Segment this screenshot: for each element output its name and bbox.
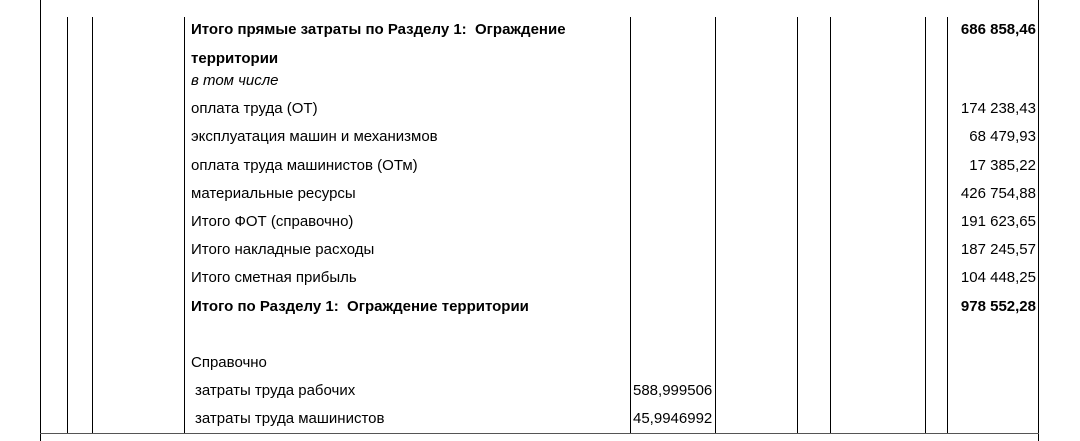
row-label: эксплуатация машин и механизмов: [191, 128, 438, 145]
row-total-value: 686 858,46: [960, 21, 1036, 38]
row-reference-header: [185, 349, 1039, 377]
row-total-value: 191 623,65: [960, 213, 1036, 230]
row-label: Итого ФОТ (справочно): [191, 213, 354, 230]
row-total-value: 187 245,57: [960, 241, 1036, 258]
row-total-value: 17 385,22: [969, 157, 1036, 174]
row-label: Итого сметная прибыль: [191, 269, 357, 286]
column-rule-outer-left: [40, 0, 41, 441]
row-machinists-labor-hours: [185, 405, 1039, 433]
row-total-value: 978 552,28: [960, 298, 1036, 315]
row-empty: [185, 321, 1039, 349]
row-material-resources: [185, 180, 1039, 208]
row-label: оплата труда машинистов (ОТм): [191, 157, 418, 174]
column-rule-3: [92, 17, 93, 434]
row-total-value: 174 238,43: [960, 100, 1036, 117]
row-total-value: 104 448,25: [960, 269, 1036, 286]
row-label: Итого накладные расходы: [191, 241, 375, 258]
row-section1-grand-total: [185, 293, 1039, 321]
row-machinists-pay: [185, 152, 1039, 180]
row-in-which: [185, 67, 1039, 95]
row-label: Справочно: [191, 354, 267, 371]
row-overhead-total: [185, 236, 1039, 264]
row-label: оплата труда (ОТ): [191, 100, 318, 117]
column-rule-2: [67, 17, 68, 434]
row-total-value: 426 754,88: [960, 185, 1036, 202]
row-machines-operation: [185, 123, 1039, 151]
row-fot-total: [185, 208, 1039, 236]
row-label: Итого прямые затраты по Разделу 1: Ограждение территории: [191, 21, 570, 67]
row-label: в том числе: [191, 72, 279, 89]
row-workers-labor-hours: [185, 377, 1039, 405]
row-label: материальные ресурсы: [191, 185, 356, 202]
row-qty-value: 588,999506: [633, 382, 713, 399]
row-label: затраты труда рабочих: [195, 382, 356, 399]
row-total-value: 68 479,93: [969, 128, 1036, 145]
row-direct-costs-total: [185, 16, 1039, 73]
table-bottom-rule: [40, 433, 1039, 434]
row-labor-pay: [185, 95, 1039, 123]
row-label: затраты труда машинистов: [195, 410, 385, 427]
row-label: Итого по Разделу 1: Ограждение территории: [191, 298, 529, 315]
row-qty-value: 45,9946992: [633, 410, 713, 427]
row-estimated-profit-total: [185, 264, 1039, 292]
